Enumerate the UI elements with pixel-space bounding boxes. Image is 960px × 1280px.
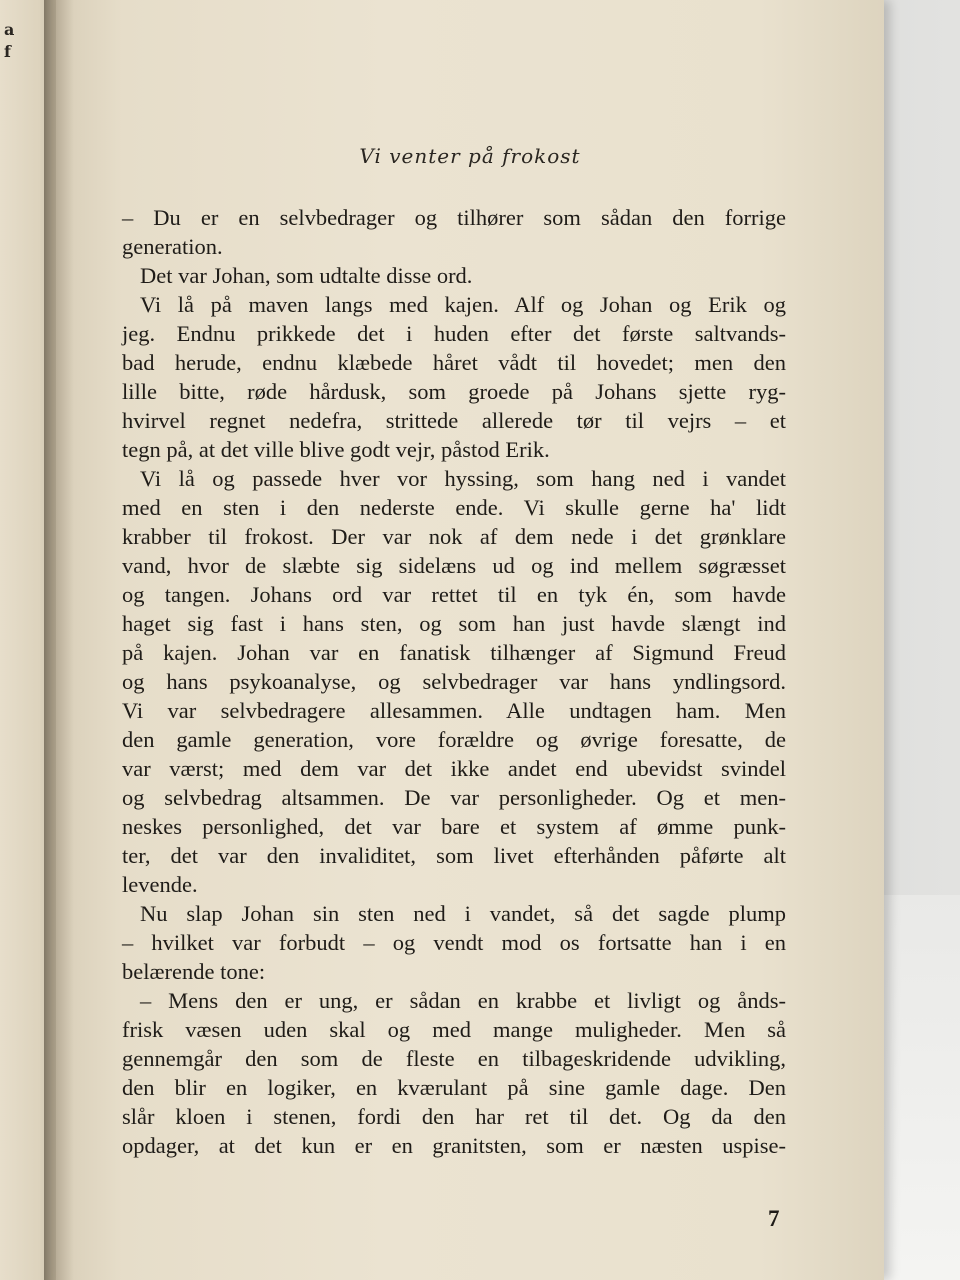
text-line: generation.	[122, 234, 223, 259]
previous-page-mark: a	[4, 20, 15, 39]
text-line: og selvbedrag altsammen. De var personligheder. Og et men-	[122, 785, 786, 810]
text-line: den blir en logiker, en kværulant på sine gamle dage. Den	[122, 1075, 786, 1100]
text-line: den gamle generation, vore forældre og øvrige foresatte, de	[122, 727, 786, 752]
text-line: belærende tone:	[122, 959, 266, 984]
text-line: Nu slap Johan sin sten ned i vandet, så det sagde plump	[140, 901, 786, 926]
text-line: – Mens den er ung, er sådan en krabbe et livligt og ånds-	[140, 988, 786, 1013]
book-gutter	[44, 0, 74, 1280]
text-line: hvirvel regnet nedefra, strittede allerede tør til vejrs – et	[122, 408, 786, 433]
text-line: og tangen. Johans ord var rettet til en tyk én, som havde	[122, 582, 786, 607]
text-line: på kajen. Johan var en fanatisk tilhænger af Sigmund Freud	[122, 640, 786, 665]
text-line: tegn på, at det ville blive godt vejr, påstod Erik.	[122, 437, 550, 462]
text-line: lille bitte, røde hårdusk, som groede på Johans sjette ryg-	[122, 379, 786, 404]
text-line: Vi lå på maven langs med kajen. Alf og Johan og Erik og	[140, 292, 786, 317]
text-line: haget sig fast i hans sten, og som han just havde slængt ind	[122, 611, 786, 636]
text-line: krabber til frokost. Der var nok af dem nede i det grønklare	[122, 524, 786, 549]
book-page	[56, 0, 884, 1280]
text-line: var værst; med dem var det ikke andet end ubevidst svindel	[122, 756, 786, 781]
text-line: – Du er en selvbedrager og tilhører som sådan den forrige	[122, 205, 786, 230]
text-line: bad herude, endnu klæbede håret vådt til hovedet; men den	[122, 350, 786, 375]
text-line: ter, det var den invaliditet, som livet efterhånden påførte alt	[122, 843, 786, 868]
page-number: 7	[768, 1206, 780, 1231]
text-line: levende.	[122, 872, 198, 897]
text-line: Det var Johan, som udtalte disse ord.	[140, 263, 473, 288]
text-line: neskes personlighed, det var bare et system af ømme punk-	[122, 814, 786, 839]
text-line: gennemgår den som de fleste en tilbageskridende udvikling,	[122, 1046, 786, 1071]
text-line: vand, hvor de slæbte sig sidelæns ud og ind mellem søgræsset	[122, 553, 786, 578]
body-text	[122, 203, 786, 1160]
text-line: jeg. Endnu prikkede det i huden efter det første saltvands-	[122, 321, 786, 346]
running-head: Vi venter på frokost	[359, 144, 581, 168]
text-line: Vi lå og passede hver vor hyssing, som hang ned i vandet	[140, 466, 786, 491]
text-line: frisk væsen uden skal og med mange muligheder. Men så	[122, 1017, 786, 1042]
previous-page-mark: f	[4, 42, 11, 61]
text-line: og hans psykoanalyse, og selvbedrager var hans yndlingsord.	[122, 669, 786, 694]
text-line: opdager, at det kun er en granitsten, som er næsten uspise-	[122, 1133, 786, 1158]
text-line: med en sten i den nederste ende. Vi skulle gerne ha' lidt	[122, 495, 786, 520]
text-line: slår kloen i stenen, fordi den har ret til det. Og da den	[122, 1104, 786, 1129]
text-line: Vi var selvbedragere allesammen. Alle undtagen ham. Men	[122, 698, 786, 723]
text-line: – hvilket var forbudt – og vendt mod os fortsatte han i en	[122, 930, 786, 955]
